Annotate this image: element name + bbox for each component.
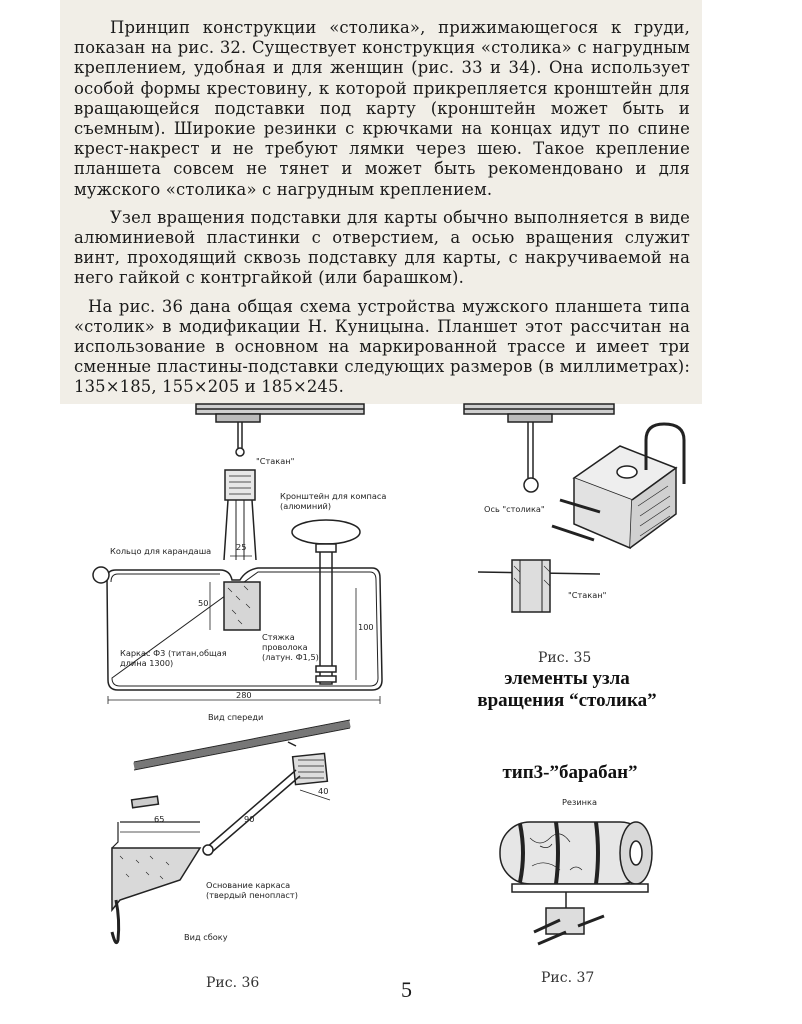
- fig36-dim-65: 65: [154, 814, 165, 824]
- paragraph-2: Узел вращения подставки для карты обычно выполняется в виде алюминиевой пластинки с отверстием, а осью вращения служит винт, проходящий сквозь подставку для карты, с накручиваемой на него гайкой с контргайкой (или барашком).: [74, 207, 690, 288]
- fig37-rubber-label: Резинка: [562, 797, 597, 807]
- fig36-dim-280: 280: [236, 690, 252, 700]
- fig35-stakan-label: "Стакан": [568, 590, 607, 600]
- fig36-dim-40: 40: [318, 786, 329, 796]
- figure-37-drawing: [500, 822, 652, 944]
- fig36-ring-label: Кольцо для карандаша: [110, 546, 212, 556]
- fig36-side-view-label: Вид сбоку: [184, 932, 228, 942]
- fig36-front-view-label: Вид спереди: [208, 712, 264, 722]
- page-number: 5: [401, 977, 412, 1002]
- fig37-caption: Рис. 37: [541, 970, 595, 986]
- fig35-stakan: [512, 560, 550, 612]
- fig36-stakan: [225, 470, 255, 500]
- fig36-dim-50: 50: [198, 598, 209, 608]
- fig36-dim-90: 90: [244, 814, 255, 824]
- paragraph-1: Принцип конструкции «столика», прижимающегося к груди, показан на рис. 32. Существует конструкция «столика» с нагрудным креплением, удобная и для женщин (рис. 33 и 34). Она использует особой формы крестовину, к которой прикрепляется кронштейн для вращающейся подставки под карту (кронштейн может быть и съемным). Широкие резинки с крючками на концах идут по спине крест-накрест и не требуют лямки через шею. Такое крепление планшета совсем не тянет и может быть рекомендовано и для мужского «столика» с нагрудным креплением.: [74, 18, 690, 199]
- fig36-dim-25: 25: [236, 542, 247, 552]
- fig36-dim-100: 100: [358, 622, 374, 632]
- fig36-tie-label: Стяжка проволока (латун. Ф1,5): [262, 632, 319, 662]
- fig36-side-foam: [112, 848, 200, 910]
- fig35-axis-label: Ось "столика": [484, 504, 545, 514]
- fig36-pencil-ring: [93, 567, 109, 583]
- fig36-bracket-label: Кронштейн для компаса (алюминий): [280, 491, 387, 511]
- paragraph-3: На рис. 36 дана общая схема устройства мужского планшета типа «столик» в модификации Н. Куницына. Планшет этот рассчитан на использование в основном на маркированной трассе и имеет три сменные пластины-подставки следующих размеров (в миллиметрах): 135×185, 155×205 и 185×245.: [74, 296, 690, 397]
- fig36-caption: Рис. 36: [206, 975, 260, 991]
- fig36-base-label: Основание каркаса (твердый пенопласт): [206, 880, 298, 900]
- fig37-title: тип3-”барабан”: [502, 762, 638, 783]
- fig35-caption: Рис. 35: [538, 650, 592, 666]
- fig35-title: элементы узла вращения “столика”: [477, 668, 657, 711]
- fig36-frame-label: Каркас Ф3 (титан,общая длина 1300): [120, 648, 227, 668]
- fig36-side-stakan: [293, 753, 328, 784]
- fig36-stakan-label: "Стакан": [256, 456, 295, 466]
